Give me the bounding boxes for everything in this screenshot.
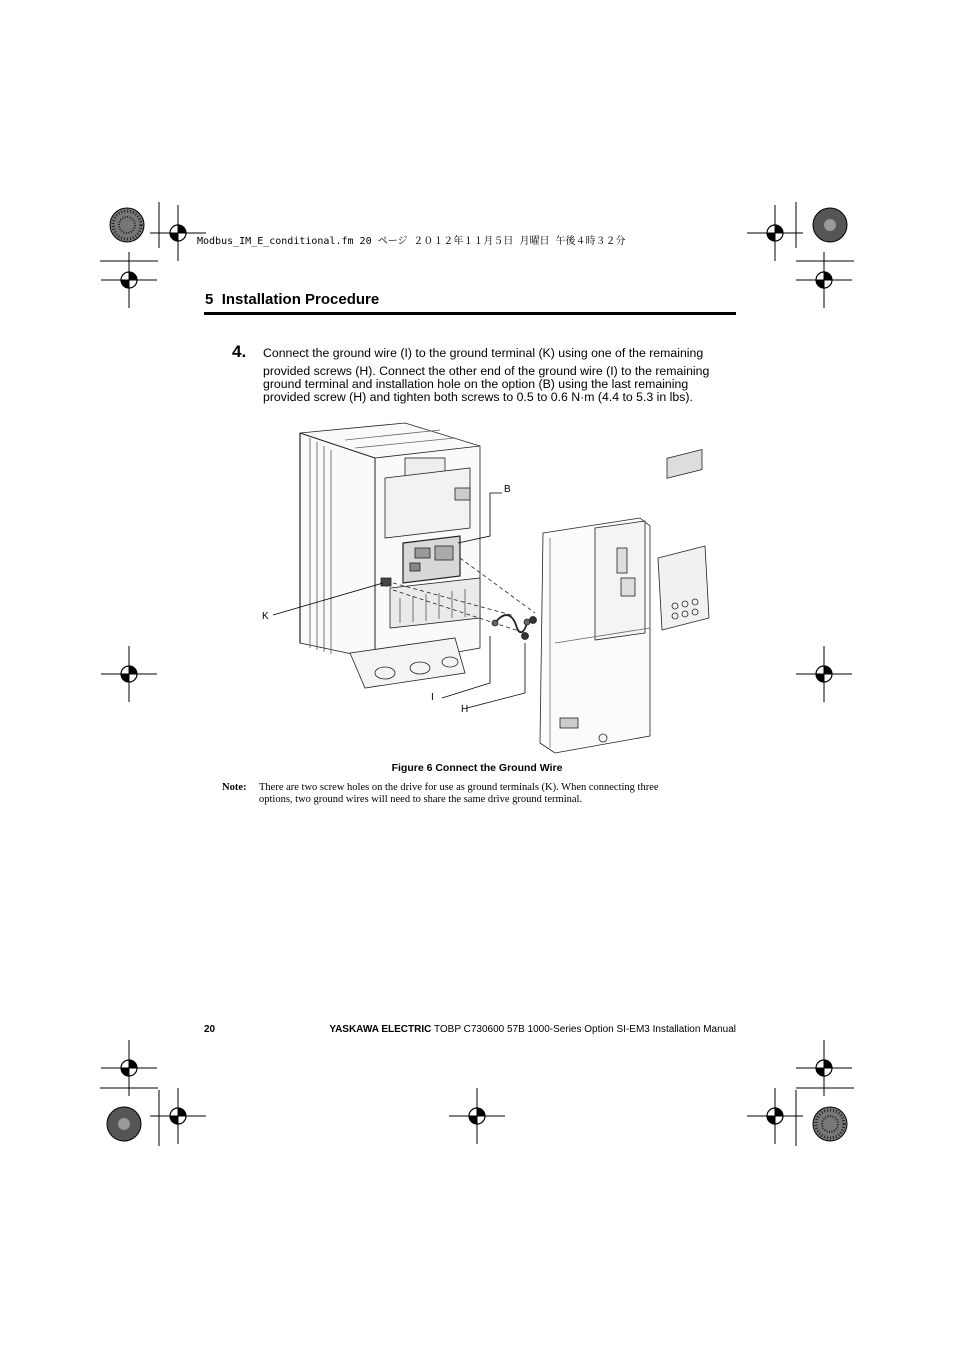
print-header: Modbus_IM_E_conditional.fm 20 ページ ２０１２年１１月５日 月曜日 午後４時３２分: [197, 236, 626, 247]
footer-doc-title: [329, 1024, 736, 1035]
reg-cross-ml: [101, 646, 157, 702]
reg-star-br: [813, 1107, 847, 1141]
reg-cross-tr-2: [796, 252, 852, 308]
reg-cross-bl-2: [150, 1088, 206, 1144]
label-i: I: [431, 692, 434, 703]
reg-star-tr: [813, 208, 847, 242]
section-title-text: Installation Procedure: [221, 291, 380, 308]
reg-star-bl: [107, 1107, 141, 1141]
footer-brand: YASKAWA ELECTRIC: [329, 1024, 432, 1035]
front-cover: [540, 518, 650, 753]
label-b: B: [504, 484, 511, 495]
step-text-line-2: provided screws (H). Connect the other end of the ground wire (I) to the remaining: [263, 364, 710, 378]
ground-terminal: [381, 578, 391, 586]
figure-caption: Figure 6 Connect the Ground Wire: [391, 762, 563, 774]
reg-cross-bm: [449, 1088, 505, 1144]
page-number: 20: [204, 1024, 216, 1035]
reg-cross-tr-1: [747, 205, 803, 261]
section-number: 5: [205, 291, 214, 308]
section-rule: [204, 312, 736, 315]
digital-operator: [658, 450, 709, 630]
section-title: [205, 291, 379, 308]
reg-cross-tl-2: [101, 252, 157, 308]
ground-wire-illustration: [255, 418, 725, 758]
reg-cross-mr: [796, 646, 852, 702]
note-line-1: There are two screw holes on the drive for use as ground terminals (K). When connecting three: [259, 782, 659, 793]
step-text-line-3: ground terminal and installation hole on the option (B) using the last remaining: [263, 377, 689, 391]
step-text-line-1: Connect the ground wire (I) to the ground terminal (K) using one of the remaining: [263, 346, 704, 360]
reg-cross-br-2: [747, 1088, 803, 1144]
footer-doc: TOBP C730600 57B 1000-Series Option SI-EM3 Installation Manual: [431, 1024, 736, 1035]
label-h: H: [461, 704, 469, 715]
ground-wire: [492, 615, 530, 632]
reg-star-tl: [110, 208, 144, 242]
note-line-2: options, two ground wires will need to share the same drive ground terminal.: [259, 794, 583, 805]
drive-unit: [300, 423, 480, 688]
step-number: 4.: [232, 342, 247, 361]
label-k: K: [262, 611, 269, 622]
note-label: Note:: [222, 782, 247, 793]
step-text-line-4: provided screw (H) and tighten both screws to 0.5 to 0.6 N·m (4.4 to 5.3 in lbs).: [263, 390, 693, 404]
